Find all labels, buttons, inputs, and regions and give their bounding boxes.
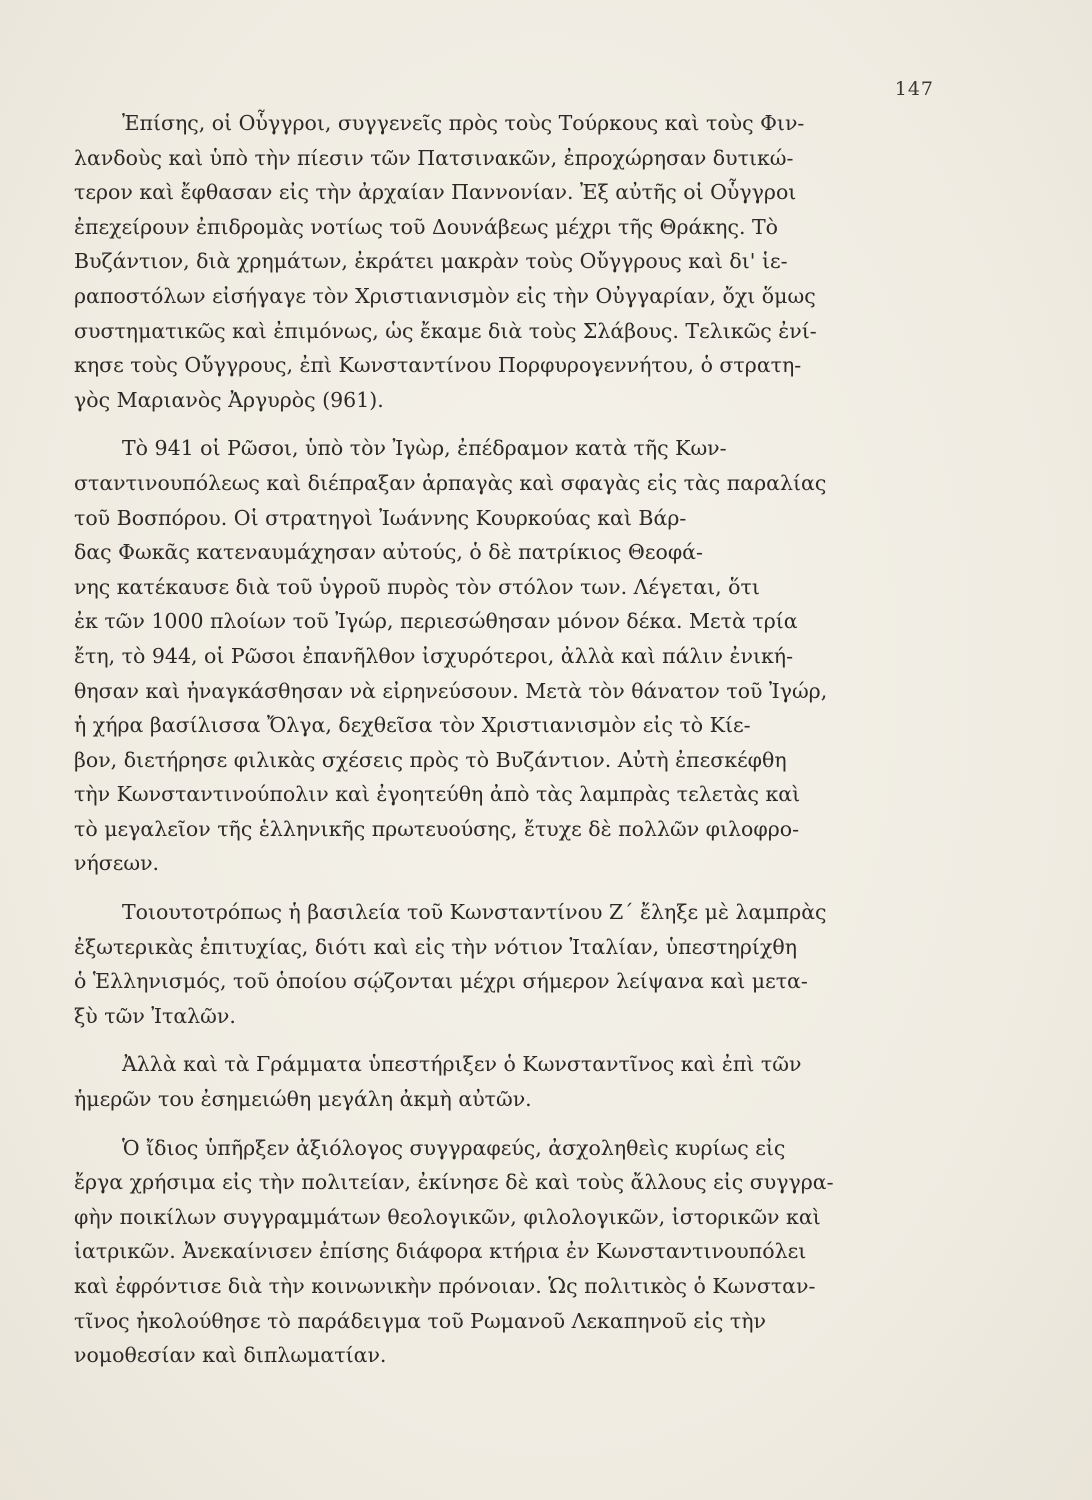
text-line: καὶ ἐφρόντισε διὰ τὴν κοινωνικὴν πρόνοιαν. Ὡς πολιτικὸς ὁ Κωνσταν-: [74, 1274, 816, 1298]
text-line: ἰατρικῶν. Ἀνεκαίνισεν ἐπίσης διάφορα κτήρια ἐν Κωνσταντινουπόλει: [74, 1239, 807, 1264]
text-line: τῖνος ἠκολούθησε τὸ παράδειγμα τοῦ Ρωμανοῦ Λεκαπηνοῦ εἰς τὴν: [74, 1308, 766, 1333]
text-line: γὸς Μαριανὸς Ἀργυρὸς (961).: [74, 387, 384, 412]
text-line: κησε τοὺς Οὔγγρους, ἐπὶ Κωνσταντίνου Πορφυρογεννήτου, ὁ στρατη-: [74, 353, 802, 378]
text-line: ἡμερῶν του ἐσημειώθη μεγάλη ἀκμὴ αὐτῶν.: [74, 1087, 532, 1112]
text-line: τερον καὶ ἔφθασαν εἰς τὴν ἀρχαίαν Παννονίαν. Ἐξ αὐτῆς οἱ Οὗγγροι: [74, 180, 797, 205]
text-line: ἔτη, τὸ 944, οἱ Ρῶσοι ἐπανῆλθον ἰσχυρότεροι, ἀλλὰ καὶ πάλιν ἐνική-: [74, 643, 794, 668]
text-line: τοῦ Βοσπόρου. Οἱ στρατηγοὶ Ἰωάννης Κουρκούας καὶ Βάρ-: [74, 505, 687, 530]
text-line: Ὁ ἴδιος ὑπῆρξεν ἀξιόλογος συγγραφεύς, ἀσχοληθεὶς κυρίως εἰς: [122, 1135, 786, 1160]
text-line: ραποστόλων εἰσήγαγε τὸν Χριστιανισμὸν εἰς τὴν Οὐγγαρίαν, ὄχι ὅμως: [74, 283, 816, 308]
paragraph-hungarians: [74, 106, 936, 417]
text-line: ὁ Ἑλληνισμός, τοῦ ὁποίου σῴζονται μέχρι σήμερον λείψανα καὶ μετα-: [74, 969, 808, 994]
text-line: Τὸ 941 οἱ Ρῶσοι, ὑπὸ τὸν Ἰγὼρ, ἐπέδραμον κατὰ τῆς Κων-: [122, 436, 727, 461]
text-line: συστηματικῶς καὶ ἐπιμόνως, ὡς ἔκαμε διὰ τοὺς Σλάβους. Τελικῶς ἐνί-: [74, 318, 817, 343]
text-line: σταντινουπόλεως καὶ διέπραξαν ἁρπαγὰς καὶ σφαγὰς εἰς τὰς παραλίας: [74, 470, 827, 495]
text-line: ἡ χήρα βασίλισσα Ὄλγα, δεχθεῖσα τὸν Χριστιανισμὸν εἰς τὸ Κίε-: [74, 713, 751, 738]
page-number: 147: [894, 78, 934, 100]
text-line: νήσεων.: [74, 851, 160, 876]
paragraph-russians: [74, 431, 936, 881]
text-line: τὸ μεγαλεῖον τῆς ἑλληνικῆς πρωτευούσης, ἔτυχε δὲ πολλῶν φιλοφρο-: [74, 816, 800, 841]
paragraph-reign-end: [74, 895, 936, 1033]
text-line: δας Φωκᾶς κατεναυμάχησαν αὐτούς, ὁ δὲ πατρίκιος Θεοφά-: [74, 540, 703, 565]
text-line: ἔργα χρήσιμα εἰς τὴν πολιτείαν, ἐκίνησε δὲ καὶ τοὺς ἄλλους εἰς συγγρα-: [74, 1170, 834, 1195]
text-line: Ἀλλὰ καὶ τὰ Γράμματα ὑπεστήριξεν ὁ Κωνσταντῖνος καὶ ἐπὶ τῶν: [122, 1052, 802, 1077]
paragraph-writer: [74, 1131, 936, 1373]
text-line: ξὺ τῶν Ἰταλῶν.: [74, 1003, 236, 1028]
text-line: ἐξωτερικὰς ἐπιτυχίας, διότι καὶ εἰς τὴν νότιον Ἰταλίαν, ὑπεστηρίχθη: [74, 934, 797, 959]
text-line: θησαν καὶ ἠναγκάσθησαν νὰ εἰρηνεύσουν. Μετὰ τὸν θάνατον τοῦ Ἰγώρ,: [74, 678, 828, 703]
text-line: ἐπεχείρουν ἐπιδρομὰς νοτίως τοῦ Δουνάβεως μέχρι τῆς Θράκης. Τὸ: [74, 214, 778, 239]
text-line: Τοιουτοτρόπως ἡ βασιλεία τοῦ Κωνσταντίνου Ζ΄ ἔληξε μὲ λαμπρὰς: [122, 900, 827, 925]
paragraph-letters: [74, 1047, 936, 1116]
text-line: φὴν ποικίλων συγγραμμάτων θεολογικῶν, φιλολογικῶν, ἱστορικῶν καὶ: [74, 1204, 821, 1229]
text-line: Βυζάντιον, διὰ χρημάτων, ἐκράτει μακρὰν τοὺς Οὔγγρους καὶ δι' ἱε-: [74, 249, 788, 274]
text-line: τὴν Κωνσταντινούπολιν καὶ ἐγοητεύθη ἀπὸ τὰς λαμπρὰς τελετὰς καὶ: [74, 782, 801, 807]
text-line: νης κατέκαυσε διὰ τοῦ ὑγροῦ πυρὸς τὸν στόλον των. Λέγεται, ὅτι: [74, 574, 760, 599]
text-line: Ἐπίσης, οἱ Οὗγγροι, συγγενεῖς πρὸς τοὺς Τούρκους καὶ τοὺς Φιν-: [122, 111, 805, 135]
text-line: ἐκ τῶν 1000 πλοίων τοῦ Ἰγώρ, περιεσώθησαν μόνον δέκα. Μετὰ τρία: [74, 609, 798, 634]
text-line: νομοθεσίαν καὶ διπλωματίαν.: [74, 1343, 387, 1368]
page-body: [74, 106, 936, 1373]
text-line: βον, διετήρησε φιλικὰς σχέσεις πρὸς τὸ Βυζάντιον. Αὐτὴ ἐπεσκέφθη: [74, 747, 787, 772]
text-line: λανδοὺς καὶ ὑπὸ τὴν πίεσιν τῶν Πατσινακῶν, ἐπροχώρησαν δυτικώ-: [74, 145, 794, 170]
